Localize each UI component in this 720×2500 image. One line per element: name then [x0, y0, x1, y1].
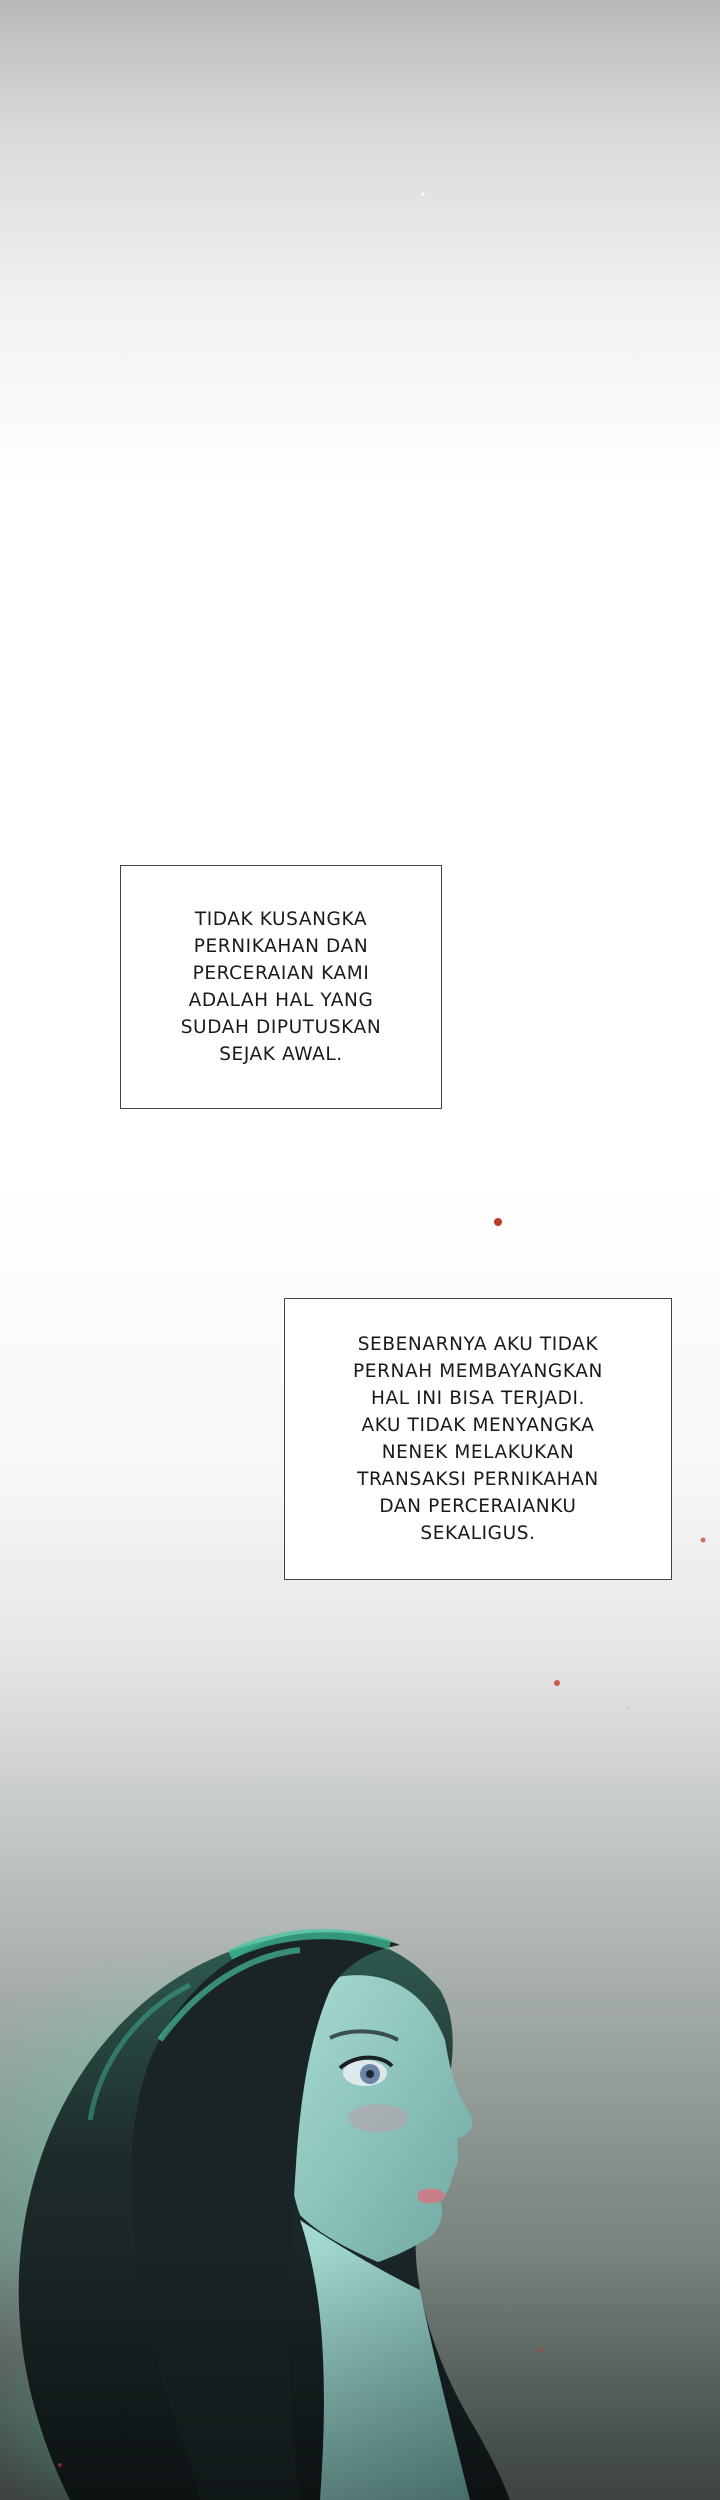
narration-text-2	[353, 1331, 603, 1547]
narration-line: ADALAH HAL YANG	[188, 990, 374, 1011]
narration-line: SEBENARNYA AKU TIDAK	[357, 1334, 599, 1355]
narration-line: TRANSAKSI PERNIKAHAN	[357, 1469, 599, 1490]
narration-line: PERNAH MEMBAYANGKAN	[353, 1361, 603, 1382]
particle	[494, 1218, 502, 1226]
narration-line: SEKALIGUS.	[420, 1523, 536, 1544]
blush	[348, 2104, 408, 2132]
narration-text-1	[181, 906, 382, 1068]
particle	[554, 1680, 560, 1686]
narration-line: SUDAH DIPUTUSKAN	[180, 1017, 382, 1038]
particle	[58, 2463, 62, 2467]
particle	[701, 1538, 706, 1543]
narration-line: AKU TIDAK MENYANGKA	[361, 1415, 595, 1436]
narration-line: TIDAK KUSANGKA	[194, 909, 368, 930]
narration-line: HAL INI BISA TERJADI.	[371, 1388, 585, 1409]
narration-line: SEJAK AWAL.	[219, 1044, 343, 1065]
narration-line: NENEK MELAKUKAN	[381, 1442, 575, 1463]
narration-line: DAN PERCERAIANKU	[379, 1496, 577, 1517]
narration-line: PERNIKAHAN DAN	[193, 936, 369, 957]
narration-box-2	[284, 1298, 672, 1580]
particle	[626, 1706, 630, 1710]
narration-box-1	[120, 865, 442, 1109]
narration-line: PERCERAIAN KAMI	[192, 963, 370, 984]
particle	[422, 193, 425, 196]
particle	[538, 2348, 542, 2352]
